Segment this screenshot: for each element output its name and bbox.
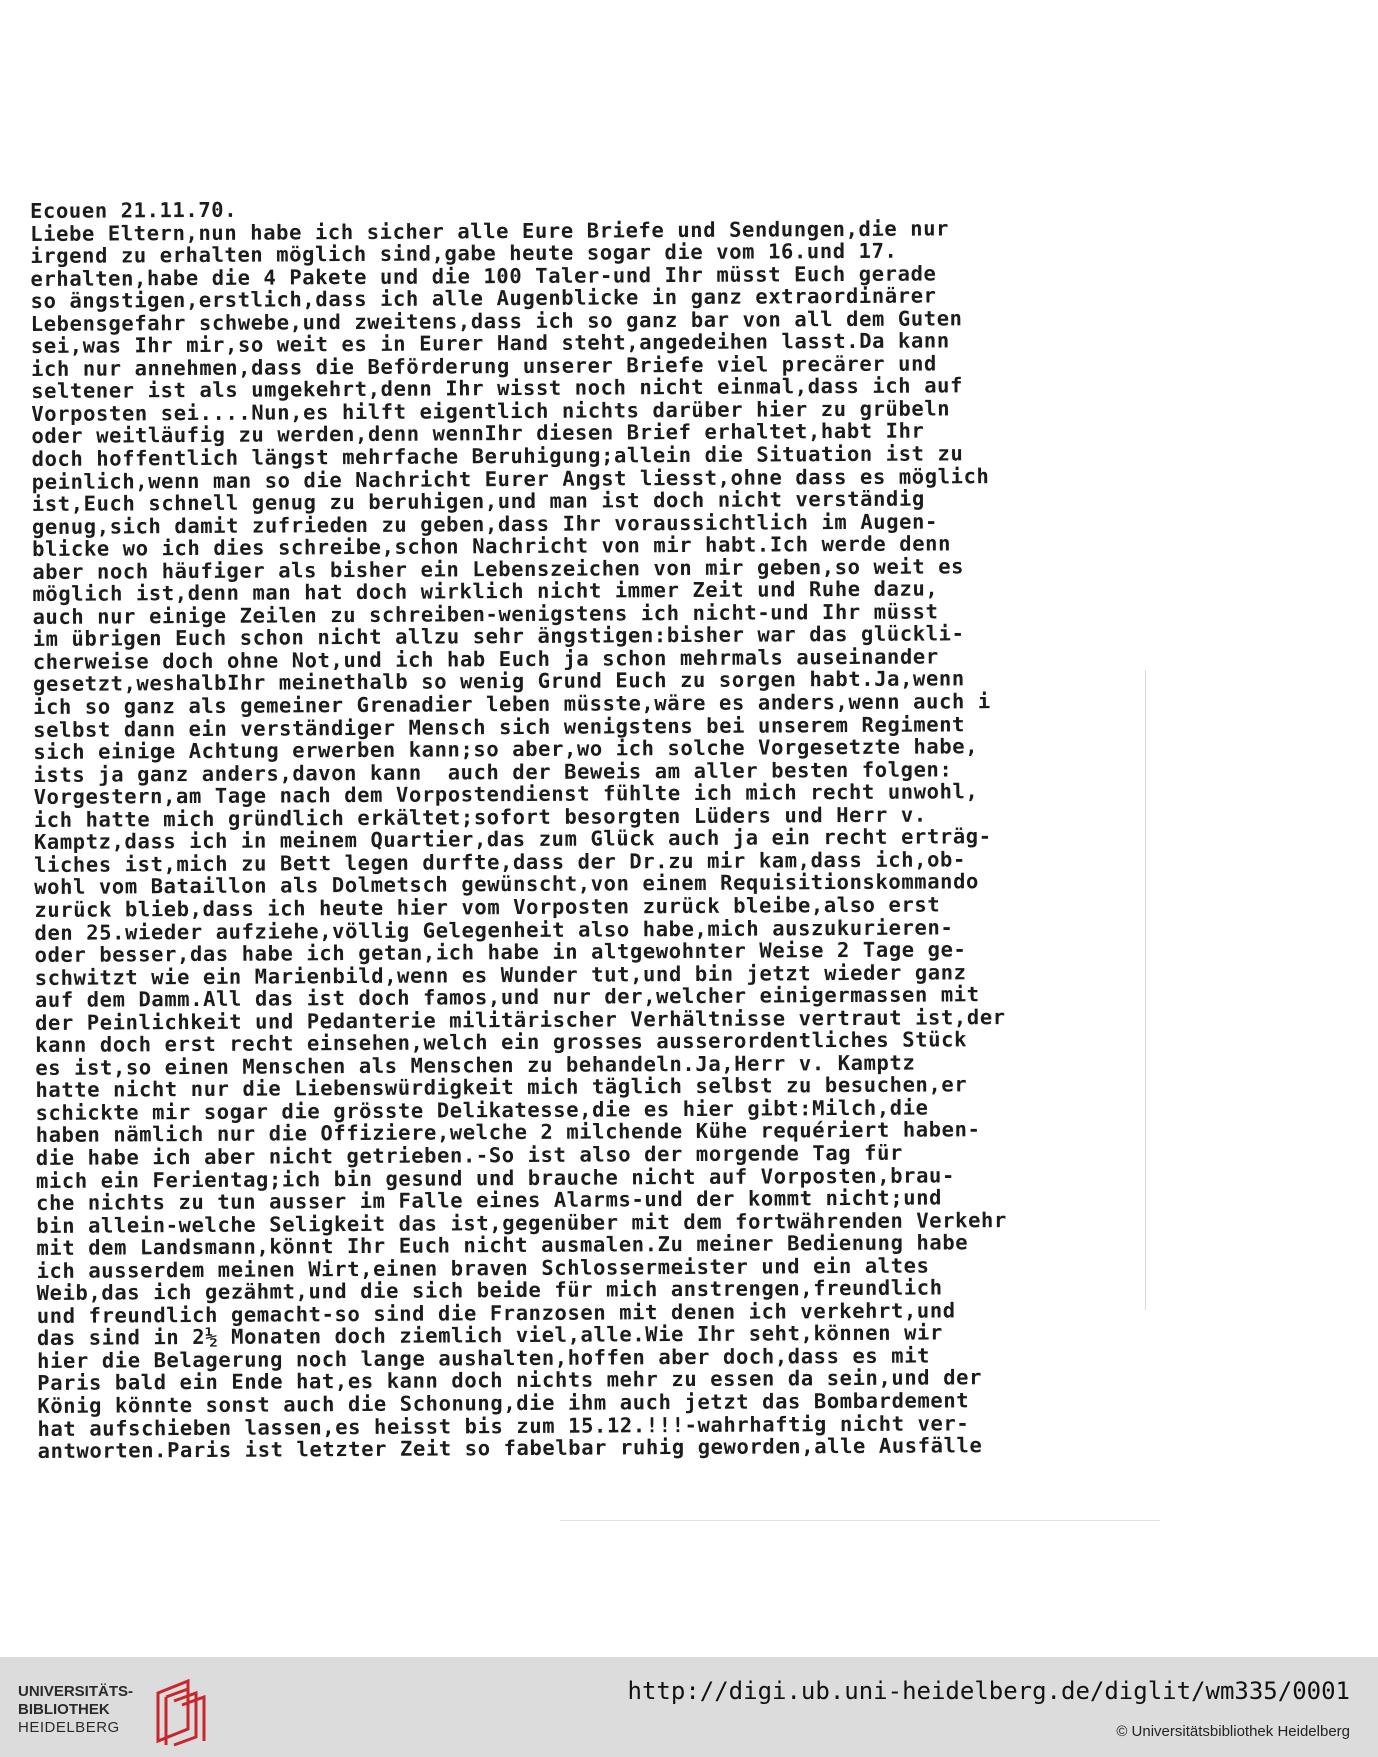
letter-line: mit dem Landsmann,könnt Ihr Euch nicht ausmalen.Zu meiner Bedienung habe xyxy=(36,1230,969,1261)
letter-line: auch nur einige Zeilen zu schreiben-wenigstens ich nicht-und Ihr müsst xyxy=(32,599,939,629)
letter-line: seltener ist als umgekehrt,denn Ihr wisst noch nicht einmal,dass ich auf xyxy=(31,373,964,404)
letter-line: Vorgestern,am Tage nach dem Vorpostendienst fühlte ich mich recht unwohl, xyxy=(33,779,979,810)
letter-line: auf dem Damm.All das ist doch famos,und nur der,welcher einigermassen mit xyxy=(34,982,980,1013)
letter-line: sich einige Achtung erwerben kann;so aber,wo ich solche Vorgesetzte habe, xyxy=(33,734,979,765)
logo-wordmark xyxy=(18,1683,133,1737)
library-emblem-icon xyxy=(136,1679,208,1749)
page-edge-shadow xyxy=(1145,670,1146,1310)
letter-line: und freundlich gemacht-so sind die Franzosen mit denen ich verkehrt,und xyxy=(36,1298,956,1328)
page-edge-shadow-bottom xyxy=(560,1520,1160,1521)
letter-line: so ängstigen,erstlich,dass ich alle Augenblicke in ganz extraordinärer xyxy=(30,283,937,314)
letter-line: wohl vom Bataillon als Dolmetsch gewünscht,von einem Requisitionskommando xyxy=(34,869,980,900)
letter-line: selbst dann ein verständiger Mensch sich wenigstens bei unserem Regiment xyxy=(33,711,966,742)
letter-line: Kamptz,dass ich in meinem Quartier,das zum Glück auch ja ein recht erträg- xyxy=(33,824,992,855)
letter-line: kann doch erst recht einsehen,welch ein grosses ausserordentliches Stück xyxy=(35,1027,968,1058)
letter-line: Weib,das ich gezähmt,und die sich beide für mich anstrengen,freundlich xyxy=(36,1275,943,1306)
letter-line: hatte nicht nur die Liebenswürdigkeit mich täglich selbst zu besuchen,er xyxy=(35,1072,968,1103)
letter-line: antworten.Paris ist letzter Zeit so fabelbar ruhig geworden,alle Ausfälle xyxy=(37,1433,983,1464)
letter-line: zurück blieb,dass ich heute hier vom Vorposten zurück bleibe,also erst xyxy=(34,892,941,922)
letter-line: Lebensgefahr schwebe,und zweitens,dass ich so ganz bar von all dem Guten xyxy=(30,306,963,336)
letter-line: irgend zu erhalten möglich sind,gabe heute sogar die vom 16.und 17. xyxy=(30,238,898,269)
letter-line: haben nämlich nur die Offiziere,welche 2 milchende Kühe requériert haben- xyxy=(35,1117,981,1148)
footer-bar xyxy=(0,1657,1378,1757)
logo-line-3: HEIDELBERG xyxy=(18,1719,120,1736)
letter-line: oder besser,das habe ich getan,ich habe in altgewohnter Weise 2 Tage ge- xyxy=(34,937,967,968)
letter-line: ich hatte mich gründlich erkältet;sofort besorgten Lüders und Herr v. xyxy=(33,802,927,832)
letter-line: König könnte sonst auch die Schonung,die ihm auch jetzt das Bombardement xyxy=(37,1388,970,1418)
letter-line: Vorposten sei....Nun,es hilft eigentlich nichts darüber hier zu grübeln xyxy=(31,396,951,426)
letter-line: den 25.wieder aufziehe,völlig Gelegenheit also habe,mich auszukurieren- xyxy=(34,914,954,945)
letter-line: ich nur annehmen,dass die Beförderung unserer Briefe viel precärer und xyxy=(30,351,938,381)
letter-line: genug,sich damit zufrieden zu geben,dass Ihr voraussichtlich im Augen- xyxy=(31,509,939,539)
letter-line: bin allein-welche Seligkeit das ist,gegenüber mit dem fortwährenden Verkehr xyxy=(36,1207,1007,1238)
letter-line: sei,was Ihr mir,so weit es in Eurer Hand steht,angedeihen lasst.Da kann xyxy=(30,328,950,359)
letter-line: gesetzt,weshalbIhr meinethalb so wenig Grund Euch zu sorgen habt.Ja,wenn xyxy=(32,666,965,697)
letter-line: aber noch häufiger als bisher ein Lebenszeichen von mir geben,so weit es xyxy=(32,554,965,584)
letter-line: hat aufschieben lassen,es heisst bis zum 15.12.!!!-wahrhaftig nicht ver- xyxy=(37,1410,970,1441)
letter-line: ists ja ganz anders,davon kann auch der Beweis am aller besten folgen: xyxy=(33,757,953,787)
letter-line: es ist,so einen Menschen als Menschen zu behandeln.Ja,Herr v. Kamptz xyxy=(35,1050,916,1080)
letter-line: die habe ich aber nicht getrieben.-So ist also der morgende Tag für xyxy=(35,1140,904,1170)
letter-line: oder weitläufig zu werden,denn wennIhr diesen Brief erhaltet,habt Ihr xyxy=(31,419,925,449)
copyright-notice: © Universitätsbibliothek Heidelberg xyxy=(1116,1723,1350,1740)
letter-line: im übrigen Euch schon nicht allzu sehr ängstigen:bisher war das glückli- xyxy=(32,621,965,652)
letter-line: ich ausserdem meinen Wirt,einen braven Schlossermeister und ein altes xyxy=(36,1253,930,1283)
letter-line: Ecouen 21.11.70. xyxy=(29,197,238,223)
letter-line: erhalten,habe die 4 Pakete und die 100 Taler-und Ihr müsst Euch gerade xyxy=(30,261,937,291)
letter-line: mich ein Ferientag;ich bin gesund und brauche nicht auf Vorposten,brau- xyxy=(35,1162,955,1193)
letter-line: Paris bald ein Ende hat,es kann doch nichts mehr zu essen da sein,und der xyxy=(37,1365,983,1396)
letter-line: doch hoffentlich längst mehrfache Beruhigung;allein die Situation ist zu xyxy=(31,441,964,472)
letter-line: schwitzt wie ein Marienbild,wenn es Wunder tut,und bin jetzt wieder ganz xyxy=(34,959,967,990)
logo-line-1: UNIVERSITÄTS- xyxy=(18,1683,134,1700)
library-logo[interactable] xyxy=(18,1679,198,1749)
letter-line: cherweise doch ohne Not,und ich hab Euch ja schon mehrmals auseinander xyxy=(32,644,939,674)
letter-line: che nichts zu tun ausser im Falle eines Alarms-und der kommt nicht;und xyxy=(36,1185,943,1216)
letter-line: ich so ganz als gemeiner Grenadier leben müsste,wäre es anders,wenn auch i xyxy=(33,689,991,720)
permalink-url[interactable]: http://digi.ub.uni-heidelberg.de/diglit/wm335/0001 xyxy=(627,1677,1350,1705)
letter-line: Liebe Eltern,nun habe ich sicher alle Eure Briefe und Sendungen,die nur xyxy=(30,215,950,246)
letter-line: schickte mir sogar die grösste Delikatesse,die es hier gibt:Milch,die xyxy=(35,1095,929,1125)
typewritten-letter xyxy=(30,193,1178,1463)
logo-line-2: BIBLIOTHEK xyxy=(18,1701,110,1718)
letter-line: liches ist,mich zu Bett legen durfte,dass der Dr.zu mir kam,dass ich,ob- xyxy=(33,847,966,877)
letter-line: blicke wo ich dies schreibe,schon Nachricht von mir habt.Ich werde denn xyxy=(32,531,952,562)
letter-line: hier die Belagerung noch lange aushalten,hoffen aber doch,dass es mit xyxy=(37,1343,931,1373)
letter-line: möglich ist,denn man hat doch wirklich nicht immer Zeit und Ruhe dazu, xyxy=(32,576,939,607)
letter-line: peinlich,wenn man so die Nachricht Eurer Angst liesst,ohne dass es möglich xyxy=(31,463,990,494)
letter-line: das sind in 2½ Monaten doch ziemlich viel,alle.Wie Ihr seht,können wir xyxy=(36,1320,943,1351)
letter-line: der Peinlichkeit und Pedanterie militärischer Verhältnisse vertraut ist,der xyxy=(34,1004,1006,1035)
letter-line: ist,Euch schnell genug zu beruhigen,und man ist doch nicht verständig xyxy=(31,486,925,517)
